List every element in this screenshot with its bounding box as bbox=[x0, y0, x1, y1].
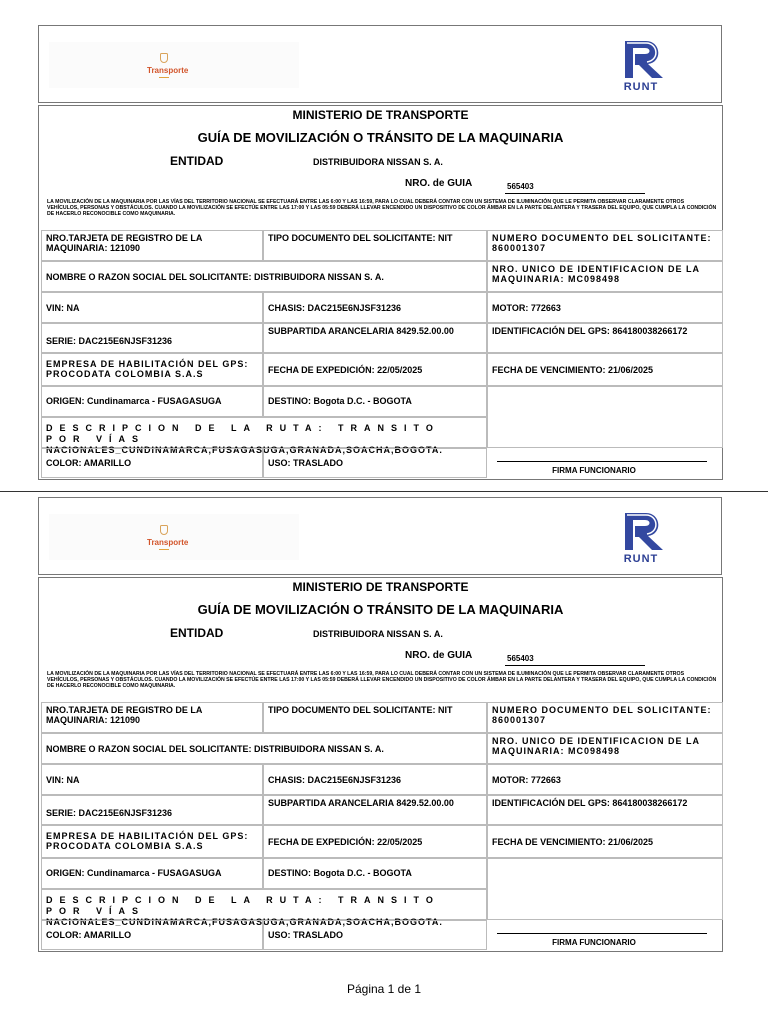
uso: USO: TRASLADO bbox=[263, 920, 487, 950]
descripcion-ruta bbox=[41, 417, 487, 455]
empresa-gps: EMPRESA DE HABILITACIÓN DEL GPS: PROCODATA COLOMBIA S.A.S bbox=[41, 825, 263, 858]
origen: ORIGEN: Cundinamarca - FUSAGASUGA bbox=[41, 386, 263, 417]
destino: DESTINO: Bogota D.C. - BOGOTA bbox=[263, 858, 487, 889]
tipo-documento: TIPO DOCUMENTO DEL SOLICITANTE: NIT bbox=[263, 702, 487, 733]
transporte-logo-text: Transporte bbox=[147, 66, 189, 75]
shield-icon bbox=[160, 525, 168, 535]
nombre-solicitante: NOMBRE O RAZON SOCIAL DEL SOLICITANTE: DISTRIBUIDORA NISSAN S. A. bbox=[41, 261, 487, 292]
descripcion-ruta bbox=[41, 889, 487, 927]
nro-unico-identificacion: NRO. UNICO DE IDENTIFICACION DE LA MAQUINARIA: MC098498 bbox=[487, 733, 723, 764]
form-body bbox=[38, 577, 723, 952]
signature-line bbox=[497, 461, 707, 462]
chasis: CHASIS: DAC215E6NJSF31236 bbox=[263, 764, 487, 795]
ministry-heading: MINISTERIO DE TRANSPORTE bbox=[292, 108, 469, 122]
fecha-expedicion: FECHA DE EXPEDICIÓN: 22/05/2025 bbox=[263, 353, 487, 386]
entidad-label: ENTIDAD bbox=[170, 626, 224, 640]
movilizacion-notice: LA MOVILIZACIÓN DE LA MAQUINARIA POR LAS VÍAS DEL TERRITORIO NACIONAL SE EFECTUARÁ ENTRE LAS 6:00 Y LAS 16:59, PARA LO CUAL DEBERÁ CONTAR CON UN SISTEMA DE ILUMINACIÓN QUE LE PERMITA OBSERVAR CLARAMENTE OTROS VEHÍCULOS, PERSONAS Y OBSTÁCULOS. CUANDO LA MOVILIZACIÓN SE EFECTÚE ENTRE LAS 17:00 Y LAS 05:59 DEBERÁ LLEVAR ENCENDIDO UN DISPOSITIVO DE COLOR ÁMBAR EN LA PARTE DELANTERA Y TRASERA DEL EQUIPO, QUE CUMPLA LA CONDICIÓN DE HACERLO RECONOCIBLE COMO MAQUINARIA. bbox=[47, 671, 717, 689]
serie: SERIE: DAC215E6NJSF31236 bbox=[41, 323, 263, 353]
gps-identificacion: IDENTIFICACIÓN DEL GPS: 864180038266172 bbox=[487, 323, 723, 353]
nombre-solicitante: NOMBRE O RAZON SOCIAL DEL SOLICITANTE: DISTRIBUIDORA NISSAN S. A. bbox=[41, 733, 487, 764]
ministry-heading: MINISTERIO DE TRANSPORTE bbox=[292, 580, 469, 594]
subpartida: SUBPARTIDA ARANCELARIA 8429.52.00.00 bbox=[263, 323, 487, 353]
numero-documento: NUMERO DOCUMENTO DEL SOLICITANTE: 860001307 bbox=[487, 702, 723, 733]
fecha-vencimiento: FECHA DE VENCIMIENTO: 21/06/2025 bbox=[487, 825, 723, 858]
ministry-logo bbox=[49, 42, 299, 88]
serie: SERIE: DAC215E6NJSF31236 bbox=[41, 795, 263, 825]
form-body bbox=[38, 105, 723, 480]
document-title: GUÍA DE MOVILIZACIÓN O TRÁNSITO DE LA MAQUINARIA bbox=[197, 130, 564, 145]
origen: ORIGEN: Cundinamarca - FUSAGASUGA bbox=[41, 858, 263, 889]
color: COLOR: AMARILLO bbox=[41, 920, 263, 950]
ruta-label: DESCRIPCION DE LA RUTA: TRANSITO POR VÍAS bbox=[46, 423, 440, 444]
guia-number: 565403 bbox=[507, 182, 534, 191]
shield-icon bbox=[160, 53, 168, 63]
firma-funcionario: FIRMA FUNCIONARIO bbox=[552, 466, 636, 475]
header-logos bbox=[38, 25, 722, 103]
motor: MOTOR: 772663 bbox=[487, 292, 723, 323]
empresa-gps: EMPRESA DE HABILITACIÓN DEL GPS: PROCODATA COLOMBIA S.A.S bbox=[41, 353, 263, 386]
vin: VIN: NA bbox=[41, 764, 263, 795]
numero-documento: NUMERO DOCUMENTO DEL SOLICITANTE: 860001307 bbox=[487, 230, 723, 261]
movilizacion-notice: LA MOVILIZACIÓN DE LA MAQUINARIA POR LAS VÍAS DEL TERRITORIO NACIONAL SE EFECTUARÁ ENTRE LAS 6:00 Y LAS 16:59, PARA LO CUAL DEBERÁ CONTAR CON UN SISTEMA DE ILUMINACIÓN QUE LE PERMITA OBSERVAR CLARAMENTE OTROS VEHÍCULOS, PERSONAS Y OBSTÁCULOS. CUANDO LA MOVILIZACIÓN SE EFECTÚE ENTRE LAS 17:00 Y LAS 05:59 DEBERÁ LLEVAR ENCENDIDO UN DISPOSITIVO DE COLOR ÁMBAR EN LA PARTE DELANTERA Y TRASERA DEL EQUIPO, QUE CUMPLA LA CONDICIÓN DE HACERLO RECONOCIBLE COMO MAQUINARIA. bbox=[47, 199, 717, 217]
fecha-expedicion: FECHA DE EXPEDICIÓN: 22/05/2025 bbox=[263, 825, 487, 858]
page-divider bbox=[0, 491, 768, 492]
guia-label: NRO. de GUIA bbox=[405, 178, 473, 189]
motor: MOTOR: 772663 bbox=[487, 764, 723, 795]
entidad-value: DISTRIBUIDORA NISSAN S. A. bbox=[313, 629, 443, 639]
gps-identificacion: IDENTIFICACIÓN DEL GPS: 864180038266172 bbox=[487, 795, 723, 825]
guia-label: NRO. de GUIA bbox=[405, 650, 473, 661]
transporte-logo-text: Transporte bbox=[147, 538, 189, 547]
tipo-documento: TIPO DOCUMENTO DEL SOLICITANTE: NIT bbox=[263, 230, 487, 261]
page-number: Página 1 de 1 bbox=[346, 982, 422, 996]
signature-line bbox=[497, 933, 707, 934]
entidad-value: DISTRIBUIDORA NISSAN S. A. bbox=[313, 157, 443, 167]
runt-logo-text: RUNT bbox=[623, 553, 659, 565]
header-logos bbox=[38, 497, 722, 575]
ruta-label: DESCRIPCION DE LA RUTA: TRANSITO POR VÍAS bbox=[46, 895, 440, 916]
ruta-value: NACIONALES_CUNDINAMARCA,FUSAGASUGA,GRANADA,SOACHA,BOGOTA. bbox=[46, 917, 443, 927]
subpartida: SUBPARTIDA ARANCELARIA 8429.52.00.00 bbox=[263, 795, 487, 825]
document-title: GUÍA DE MOVILIZACIÓN O TRÁNSITO DE LA MAQUINARIA bbox=[197, 602, 564, 617]
entidad-label: ENTIDAD bbox=[170, 154, 224, 168]
ruta-value: NACIONALES_CUNDINAMARCA,FUSAGASUGA,GRANADA,SOACHA,BOGOTA. bbox=[46, 445, 443, 455]
chasis: CHASIS: DAC215E6NJSF31236 bbox=[263, 292, 487, 323]
fecha-vencimiento: FECHA DE VENCIMIENTO: 21/06/2025 bbox=[487, 353, 723, 386]
color: COLOR: AMARILLO bbox=[41, 448, 263, 478]
firma-funcionario: FIRMA FUNCIONARIO bbox=[552, 938, 636, 947]
ministry-logo bbox=[49, 514, 299, 560]
uso: USO: TRASLADO bbox=[263, 448, 487, 478]
nro-unico-identificacion: NRO. UNICO DE IDENTIFICACION DE LA MAQUINARIA: MC098498 bbox=[487, 261, 723, 292]
destino: DESTINO: Bogota D.C. - BOGOTA bbox=[263, 386, 487, 417]
firma-area bbox=[487, 858, 723, 920]
tarjeta-registro: NRO.TARJETA DE REGISTRO DE LA MAQUINARIA: 121090 bbox=[41, 702, 263, 733]
firma-area bbox=[487, 386, 723, 448]
guia-number: 565403 bbox=[507, 654, 534, 663]
tarjeta-registro: NRO.TARJETA DE REGISTRO DE LA MAQUINARIA: 121090 bbox=[41, 230, 263, 261]
vin: VIN: NA bbox=[41, 292, 263, 323]
runt-logo-text: RUNT bbox=[623, 81, 659, 93]
